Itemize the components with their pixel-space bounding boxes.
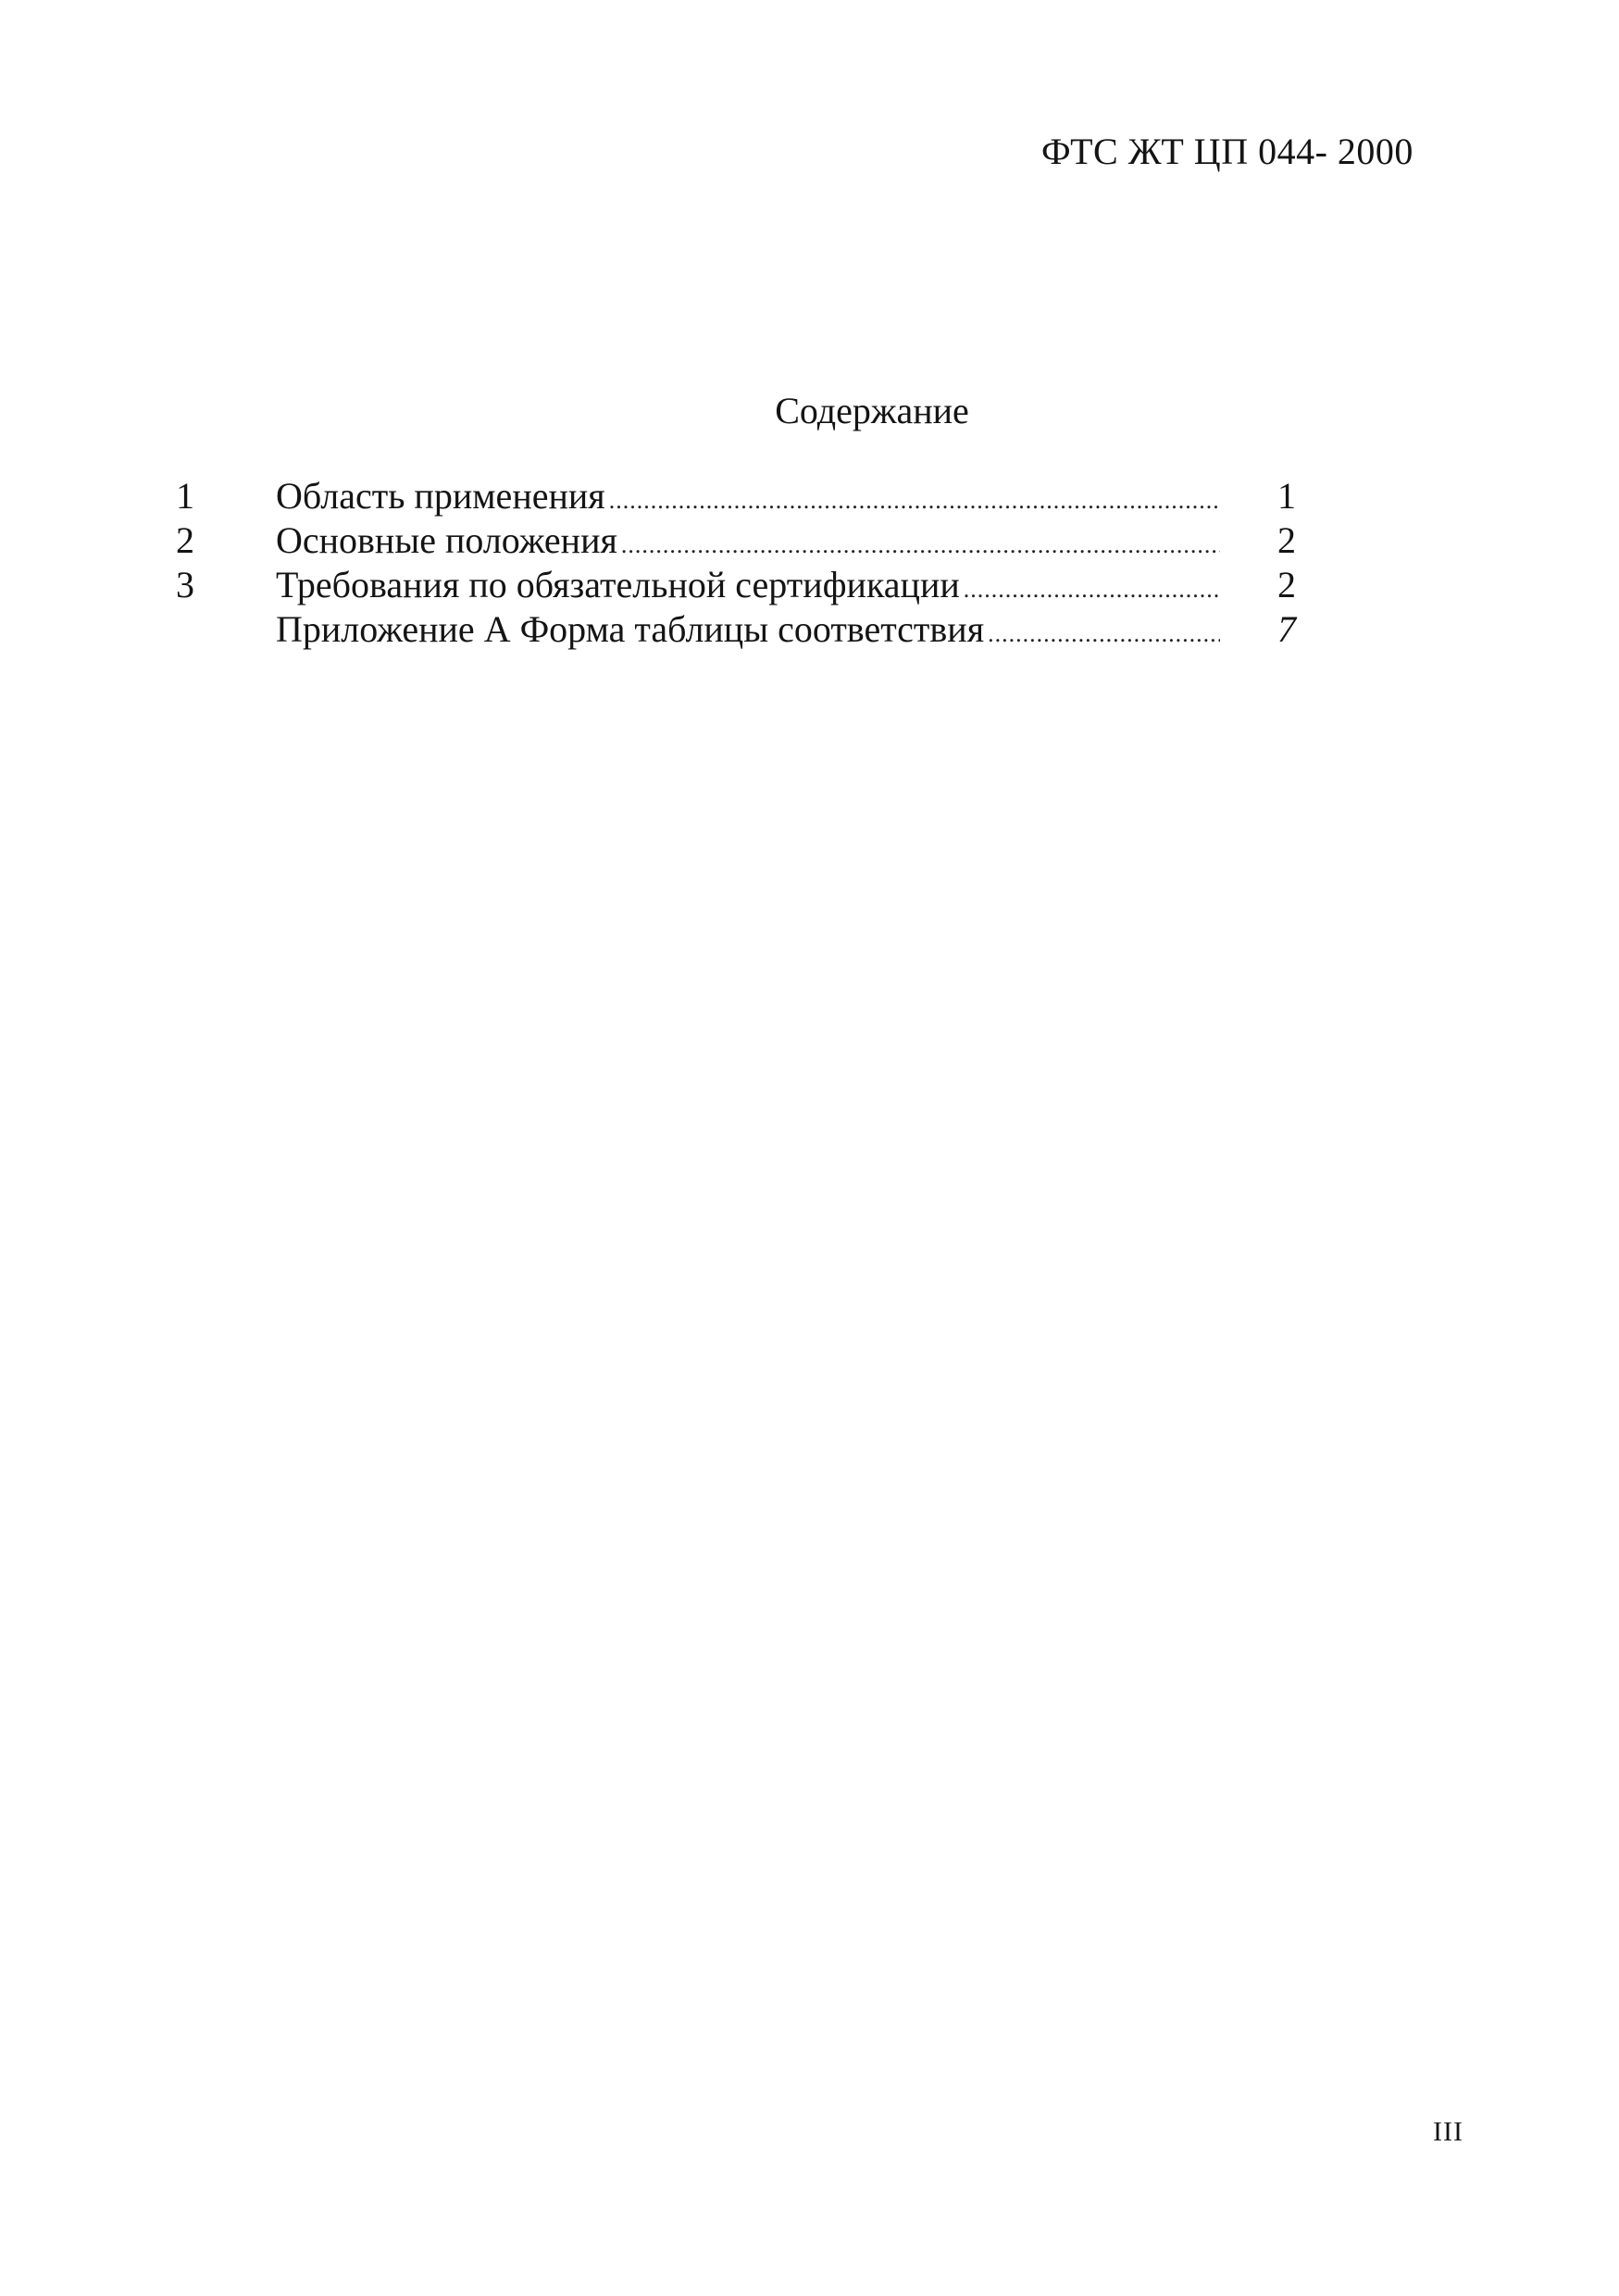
toc-entry-body xyxy=(276,474,1220,523)
toc-entry-label: Требования по обязательной сертификации xyxy=(276,564,960,605)
toc-entry-body xyxy=(276,607,1220,656)
toc-leader-dots xyxy=(605,479,1220,523)
toc-entry-number: 3 xyxy=(176,564,194,605)
toc-entry-3[interactable] xyxy=(176,563,1314,607)
toc-entry-1[interactable] xyxy=(176,474,1314,518)
page-number: III xyxy=(1433,2116,1463,2147)
table-of-contents xyxy=(176,474,1314,652)
toc-entry-number: 2 xyxy=(176,519,194,561)
document-code-header: ФТС ЖТ ЦП 044- 2000 xyxy=(1041,131,1414,172)
toc-entry-page: 7 xyxy=(1277,608,1296,650)
toc-leader-dots xyxy=(617,523,1220,568)
toc-entry-number: 1 xyxy=(176,475,194,517)
toc-entry-appendix-a[interactable] xyxy=(176,607,1314,652)
toc-title: Содержание xyxy=(775,390,969,431)
toc-entry-body xyxy=(276,518,1220,568)
toc-entry-label: Область применения xyxy=(276,475,605,517)
toc-entry-page: 1 xyxy=(1277,475,1296,517)
toc-entry-label: Основные положения xyxy=(276,519,617,561)
toc-leader-dots xyxy=(960,568,1220,612)
toc-entry-page: 2 xyxy=(1277,519,1296,561)
toc-entry-body xyxy=(276,563,1220,612)
toc-entry-page: 2 xyxy=(1277,564,1296,605)
toc-leader-dots xyxy=(984,612,1220,656)
toc-entry-2[interactable] xyxy=(176,518,1314,563)
toc-entry-label: Приложение А Форма таблицы соответствия xyxy=(276,608,985,650)
